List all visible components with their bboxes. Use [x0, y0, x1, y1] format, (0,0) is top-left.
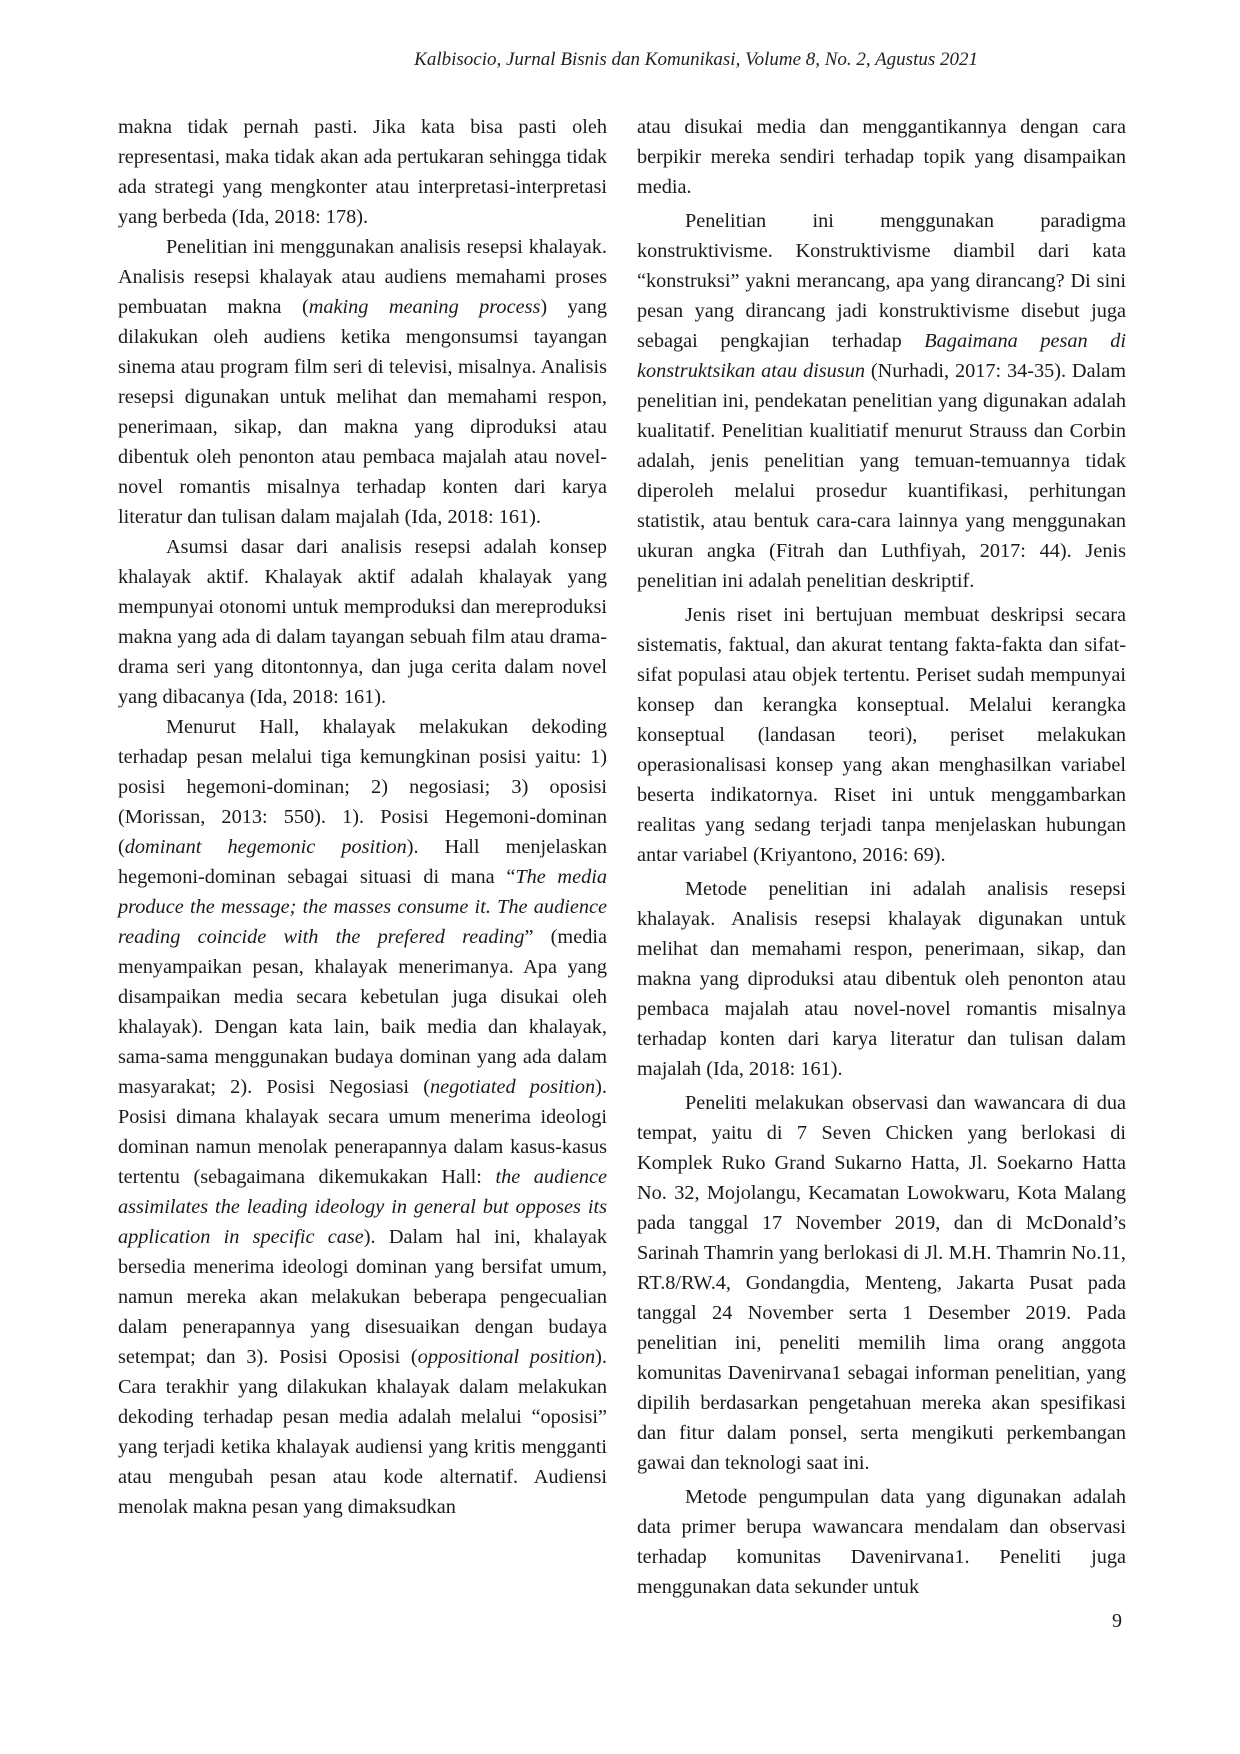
- text-run: ). Posisi dimana khalayak secara umum menerima ideologi dominan namun menolak penerapannya dalam kasus-kasus tertentu (sebagaimana dikemukakan Hall:: [118, 1076, 607, 1188]
- paragraph: [118, 232, 607, 532]
- italic-term: making meaning process: [308, 296, 541, 318]
- paragraph: Metode penelitian ini adalah analisis resepsi khalayak. Analisis resepsi khalayak digunakan untuk melihat dan memahami respon, penerimaan, sikap, dan makna yang diproduksi atau dibentuk oleh penonton atau pembaca majalah atau novel-novel romantis misalnya terhadap konten dari karya literatur dan tulisan dalam majalah (Ida, 2018: 161).: [637, 878, 1126, 1080]
- italic-term: Bagaimana pesan di konstruktsikan atau disusun: [637, 330, 1126, 382]
- italic-term: dominant hegemonic position: [124, 836, 407, 858]
- text-run: Penelitian ini menggunakan analisis resepsi khalayak. Analisis resepsi khalayak atau audiens memahami proses pembuatan makna (: [118, 236, 607, 318]
- italic-term: negotiated position: [429, 1076, 596, 1098]
- text-run: ) yang dilakukan oleh audiens ketika mengonsumsi tayangan sinema atau program film seri di televisi, misalnya. Analisis resepsi digunakan untuk melihat dan memahami respon, penerimaan, sikap, dan makna yang diproduksi atau dibentuk oleh penonton atau pembaca majalah atau novel-novel romantis misalnya terhadap konten dari karya literatur dan tulisan dalam majalah (Ida, 2018: 161).: [118, 296, 608, 528]
- paragraph: atau disukai media dan menggantikannya dengan cara berpikir mereka sendiri terhadap topik yang disampaikan media.: [637, 116, 1126, 198]
- text-run: (Nurhadi, 2017: 34-35). Dalam penelitian ini, pendekatan penelitian yang digunakan adalah kualitatif. Penelitian kualitiatif menurut Strauss dan Corbin adalah, jenis penelitian yang temuan-temuannya tidak diperoleh melalui prosedur kuantifikasi, perhitungan statistik, atau bentuk cara-cara lainnya yang menggunakan ukuran angka (Fitrah dan Luthfiyah, 2017: 44). Jenis penelitian ini adalah penelitian deskriptif.: [637, 360, 1126, 592]
- paragraph: Peneliti melakukan observasi dan wawancara di dua tempat, yaitu di 7 Seven Chicken yang berlokasi di Komplek Ruko Grand Sukarno Hatta, Jl. Soekarno Hatta No. 32, Mojolangu, Kecamatan Lowokwaru, Kota Malang pada tanggal 17 November 2019, dan di McDonald’s Sarinah Thamrin yang berlokasi di Jl. M.H. Thamrin No.11, RT.8/RW.4, Gondangdia, Menteng, Jakarta Pusat pada tanggal 24 November serta 1 Desember 2019. Pada penelitian ini, peneliti memilih lima orang anggota komunitas Davenirvana1 sebagai informan penelitian, yang dipilih berdasarkan pengetahuan mereka akan spesifikasi dan fitur dalam ponsel, serta mengikuti perkembangan gawai dan teknologi saat ini.: [637, 1092, 1126, 1474]
- paragraph: [118, 712, 607, 1522]
- paragraph: [637, 206, 1126, 596]
- text-run: Penelitian ini menggunakan paradigma konstruktivisme. Konstruktivisme diambil dari kata “konstruksi” yakni merancang, apa yang dirancang? Di sini pesan yang dirancang jadi konstruktivisme disebut juga sebagai pengkajian terhadap: [637, 210, 1126, 352]
- paragraph: Jenis riset ini bertujuan membuat deskripsi secara sistematis, faktual, dan akurat tentang fakta-fakta dan sifat-sifat populasi atau objek tertentu. Periset sudah mempunyai konsep dan kerangka konseptual. Melalui kerangka konseptual (landasan teori), periset melakukan operasionalisasi konsep yang akan menghasilkan variabel beserta indikatornya. Riset ini untuk menggambarkan realitas yang sedang terjadi tanpa menjelaskan hubungan antar variabel (Kriyantono, 2016: 69).: [637, 604, 1126, 866]
- text-run: ). Cara terakhir yang dilakukan khalayak dalam melakukan dekoding terhadap pesan media adalah melalui “oposisi” yang terjadi ketika khalayak audiensi yang kritis mengganti atau mengubah pesan atau kode alternatif. Audiensi menolak makna pesan yang dimaksudkan: [118, 1346, 607, 1518]
- right-column: [637, 112, 1126, 1602]
- text-run: ). Hall menjelaskan hegemoni-dominan sebagai situasi di mana “: [118, 836, 608, 888]
- italic-term: oppositional position: [417, 1346, 596, 1368]
- running-header: Kalbisocio, Jurnal Bisnis dan Komunikasi, Volume 8, No. 2, Agustus 2021: [414, 49, 978, 70]
- text-run: Menurut Hall, khalayak melakukan dekoding terhadap pesan melalui tiga kemungkinan posisi yaitu: 1) posisi hegemoni-dominan; 2) negosiasi; 3) oposisi (Morissan, 2013: 550). 1). Posisi Hegemoni-dominan (: [118, 716, 607, 858]
- paragraph: makna tidak pernah pasti. Jika kata bisa pasti oleh representasi, maka tidak akan ada pertukaran sehingga tidak ada strategi yang mengkonter atau interpretasi-interpretasi yang berbeda (Ida, 2018: 178).: [118, 116, 607, 228]
- italic-quote: the audience assimilates the leading ideology in general but opposes its application in specific case: [118, 1166, 607, 1248]
- paragraph: Asumsi dasar dari analisis resepsi adalah konsep khalayak aktif. Khalayak aktif adalah khalayak yang mempunyai otonomi untuk memproduksi dan mereproduksi makna yang ada di dalam tayangan sebuah film atau drama-drama seri yang ditontonnya, dan juga cerita dalam novel yang dibacanya (Ida, 2018: 161).: [118, 536, 607, 708]
- paragraph: Metode pengumpulan data yang digunakan adalah data primer berupa wawancara mendalam dan observasi terhadap komunitas Davenirvana1. Peneliti juga menggunakan data sekunder untuk: [637, 1486, 1126, 1598]
- left-column: [118, 112, 607, 1522]
- page-number: 9: [1112, 1610, 1122, 1632]
- italic-quote: The media produce the message; the masses consume it. The audience reading coincide with the prefered reading: [118, 866, 607, 948]
- text-run: ). Dalam hal ini, khalayak bersedia menerima ideologi dominan yang bersifat umum, namun mereka akan melakukan beberapa pengecualian dalam penerapannya yang disesuaikan dengan budaya setempat; dan 3). Posisi Oposisi (: [118, 1226, 607, 1368]
- text-run: ” (media menyampaikan pesan, khalayak menerimanya. Apa yang disampaikan media secara kebetulan juga disukai oleh khalayak). Dengan kata lain, baik media dan khalayak, sama-sama menggunakan budaya dominan yang ada dalam masyarakat; 2). Posisi Negosiasi (: [118, 926, 607, 1098]
